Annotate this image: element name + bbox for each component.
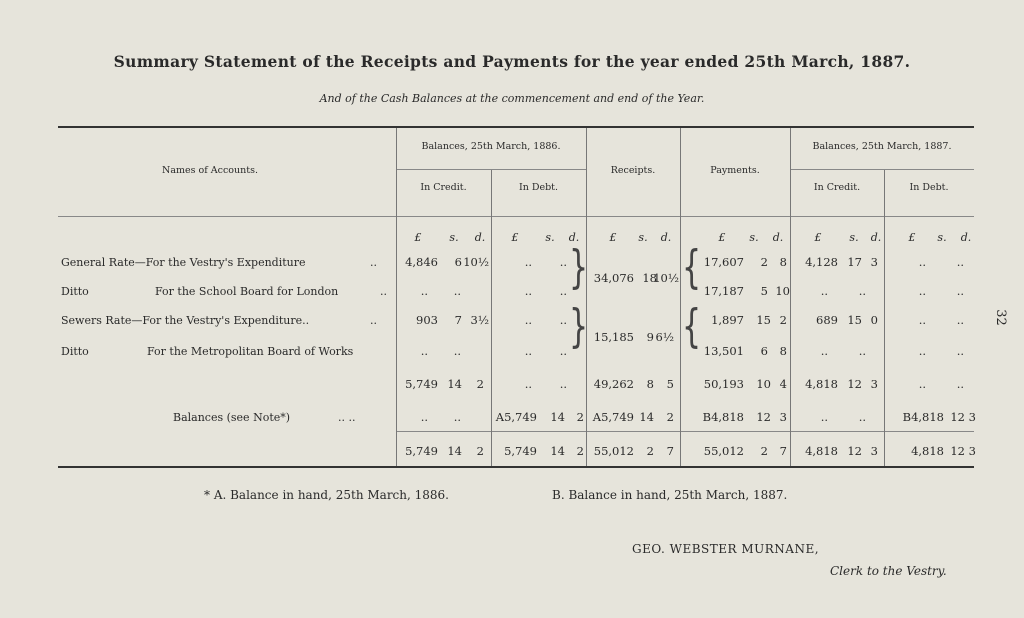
balances-cell: ..: [420, 410, 428, 424]
unit-pound: £: [609, 231, 617, 244]
col-divider: [586, 128, 587, 466]
total-cell: 7: [779, 444, 787, 458]
cell: ..: [524, 284, 532, 298]
receipts-group: 9: [646, 330, 654, 344]
subtotal-cell: 14: [447, 377, 462, 391]
header-receipts: Receipts.: [610, 165, 656, 176]
cell: ..: [918, 284, 926, 298]
balances-cell: 12: [756, 410, 771, 424]
subtotal-cell: 5,749: [405, 377, 438, 391]
subtotal-cell: ..: [918, 377, 926, 391]
page-title: Summary Statement of the Receipts and Payments for the year ended 25th March, 1887.: [113, 52, 911, 71]
row-dots: ..: [370, 314, 377, 327]
row-label: General Rate—For the Vestry's Expenditure: [61, 256, 306, 269]
unit-pound: £: [908, 231, 916, 244]
total-cell: 2: [576, 444, 584, 458]
cell: ..: [918, 255, 926, 269]
total-cell: 55,012: [703, 444, 744, 458]
total-cell: 4,818: [911, 444, 944, 458]
cell: 8: [779, 255, 787, 269]
cell: 13,501: [703, 344, 744, 358]
receipts-group: 15,185: [593, 330, 634, 344]
footnote-a: * A. Balance in hand, 25th March, 1886.: [204, 488, 449, 502]
balances-cell: A5,749: [592, 410, 634, 424]
total-cell: 3: [968, 444, 976, 458]
unit-shilling: s.: [638, 231, 648, 244]
cell: ..: [420, 344, 428, 358]
header-rule: [58, 216, 974, 217]
row-dots: ..: [380, 285, 387, 298]
total-cell: 12: [950, 444, 965, 458]
cell: 4,846: [405, 255, 438, 269]
cell: 689: [816, 313, 838, 327]
signature-role: Clerk to the Vestry.: [830, 564, 947, 578]
balances-label: Balances (see Note*): [173, 411, 291, 424]
balances-cell: 2: [666, 410, 674, 424]
cell: ..: [956, 255, 964, 269]
col-divider: [396, 128, 397, 466]
cell: ..: [559, 313, 567, 327]
balances-cell: 14: [550, 410, 565, 424]
top-rule: [58, 126, 974, 128]
balances-cell: 2: [576, 410, 584, 424]
header-bal1887: Balances, 25th March, 1887.: [812, 141, 952, 152]
cell: 6: [454, 255, 462, 269]
balances-cell: 14: [639, 410, 654, 424]
cell: 5: [760, 284, 768, 298]
page-number: 32: [992, 309, 1008, 326]
cell: 10: [775, 284, 790, 298]
balances-cell: B4,818: [902, 410, 944, 424]
cell: 0: [870, 313, 878, 327]
unit-pence: d.: [960, 231, 972, 244]
cell: ..: [956, 344, 964, 358]
cell: 3: [870, 255, 878, 269]
header-names: Names of Accounts.: [162, 165, 258, 176]
cell: 1,897: [711, 313, 744, 327]
row-label-detail: For the Metropolitan Board of Works: [147, 345, 354, 358]
balances-cell: ..: [858, 410, 866, 424]
cell: 8: [779, 344, 787, 358]
cell: ..: [420, 284, 428, 298]
unit-pence: d.: [870, 231, 882, 244]
receipts-group: 34,076: [593, 271, 634, 285]
cell: ..: [559, 284, 567, 298]
unit-pence: d.: [568, 231, 580, 244]
total-cell: 7: [666, 444, 674, 458]
balances-cell: 3: [779, 410, 787, 424]
right-brace-icon: }: [569, 301, 589, 354]
cell: 15: [756, 313, 771, 327]
cell: ..: [918, 344, 926, 358]
balances-cell: B4,818: [702, 410, 744, 424]
cell: 4,128: [805, 255, 838, 269]
col-divider: [680, 128, 681, 466]
cell: 15: [847, 313, 862, 327]
row-dots: ..: [370, 256, 377, 269]
cell: ..: [820, 344, 828, 358]
cell: ..: [524, 313, 532, 327]
total-cell: 55,012: [593, 444, 634, 458]
bal1887-subrule: [790, 169, 974, 170]
total-cell: 3: [870, 444, 878, 458]
cell: 10½: [463, 255, 489, 269]
signature-name: GEO. WEBSTER MURNANE,: [632, 542, 820, 556]
unit-shilling: s.: [937, 231, 947, 244]
page-subtitle: And of the Cash Balances at the commencement and end of the Year.: [319, 92, 705, 105]
unit-pence: d.: [474, 231, 486, 244]
cell: ..: [524, 255, 532, 269]
left-brace-icon: {: [682, 242, 702, 295]
unit-pound: £: [814, 231, 822, 244]
header-debt-1887: In Debt.: [909, 182, 949, 193]
subtotal-cell: 50,193: [703, 377, 744, 391]
unit-pence: d.: [660, 231, 672, 244]
total-cell: 2: [476, 444, 484, 458]
right-brace-icon: }: [569, 242, 589, 295]
subtotal-cell: 49,262: [593, 377, 634, 391]
cell: ..: [453, 344, 461, 358]
total-cell: 14: [550, 444, 565, 458]
total-cell: 2: [646, 444, 654, 458]
subtotal-cell: ..: [524, 377, 532, 391]
unit-pound: £: [414, 231, 422, 244]
row-dots: .. ..: [338, 411, 356, 424]
subtotal-cell: ..: [956, 377, 964, 391]
header-credit-1887: In Credit.: [813, 182, 861, 193]
cell: 17,187: [703, 284, 744, 298]
cell: ..: [559, 344, 567, 358]
subtotal-cell: 10: [756, 377, 771, 391]
cell: ..: [453, 284, 461, 298]
balances-cell: 12: [950, 410, 965, 424]
subtotal-cell: 4,818: [805, 377, 838, 391]
subtotal-cell: 8: [646, 377, 654, 391]
receipts-group: 6½: [655, 330, 674, 344]
cell: 3½: [470, 313, 489, 327]
left-brace-icon: {: [682, 301, 702, 354]
cell: 2: [760, 255, 768, 269]
row-label: Ditto: [61, 345, 89, 358]
total-cell: 2: [760, 444, 768, 458]
unit-pound: £: [511, 231, 519, 244]
subtotal-cell: 5: [666, 377, 674, 391]
unit-shilling: s.: [749, 231, 759, 244]
subtotal-cell: 4: [779, 377, 787, 391]
unit-shilling: s.: [849, 231, 859, 244]
cell: 6: [760, 344, 768, 358]
balances-cell: ..: [820, 410, 828, 424]
row-label: Ditto: [61, 285, 89, 298]
header-payments: Payments.: [710, 165, 760, 176]
bottom-rule: [58, 466, 974, 468]
header-debt-1886: In Debt.: [518, 182, 559, 193]
total-cell: 12: [847, 444, 862, 458]
balances-cell: 3: [968, 410, 976, 424]
unit-pence: d.: [772, 231, 784, 244]
total-cell: 5,749: [504, 444, 537, 458]
row-label: Sewers Rate—For the Vestry's Expenditure..: [61, 314, 310, 327]
subtotal-cell: ..: [559, 377, 567, 391]
subtotal-cell: 2: [476, 377, 484, 391]
unit-shilling: s.: [449, 231, 459, 244]
cell: ..: [524, 344, 532, 358]
cell: ..: [956, 313, 964, 327]
cell: 17: [847, 255, 862, 269]
cell: ..: [820, 284, 828, 298]
subtotal-cell: 12: [847, 377, 862, 391]
total-cell: 14: [447, 444, 462, 458]
balances-cell: A5,749: [495, 410, 537, 424]
cell: ..: [858, 284, 866, 298]
header-credit-1886: In Credit.: [420, 182, 467, 193]
cell: 2: [779, 313, 787, 327]
header-bal1886: Balances, 25th March, 1886.: [421, 141, 561, 152]
total-cell: 5,749: [405, 444, 438, 458]
receipts-group: 18: [642, 271, 657, 285]
cell: 17,607: [703, 255, 744, 269]
cell: 7: [454, 313, 462, 327]
row-label-detail: For the School Board for London: [155, 285, 339, 298]
unit-shilling: s.: [545, 231, 555, 244]
cell: ..: [559, 255, 567, 269]
unit-pound: £: [718, 231, 726, 244]
col-divider: [790, 128, 791, 466]
balances-cell: ..: [453, 410, 461, 424]
total-rule: [396, 431, 974, 432]
col-divider: [491, 170, 492, 466]
col-divider: [884, 170, 885, 466]
subtotal-cell: 3: [870, 377, 878, 391]
cell: ..: [858, 344, 866, 358]
receipts-group: 10½: [653, 271, 679, 285]
cell: ..: [918, 313, 926, 327]
footnote-b: B. Balance in hand, 25th March, 1887.: [552, 488, 788, 502]
total-cell: 4,818: [805, 444, 838, 458]
cell: 903: [416, 313, 438, 327]
cell: ..: [956, 284, 964, 298]
